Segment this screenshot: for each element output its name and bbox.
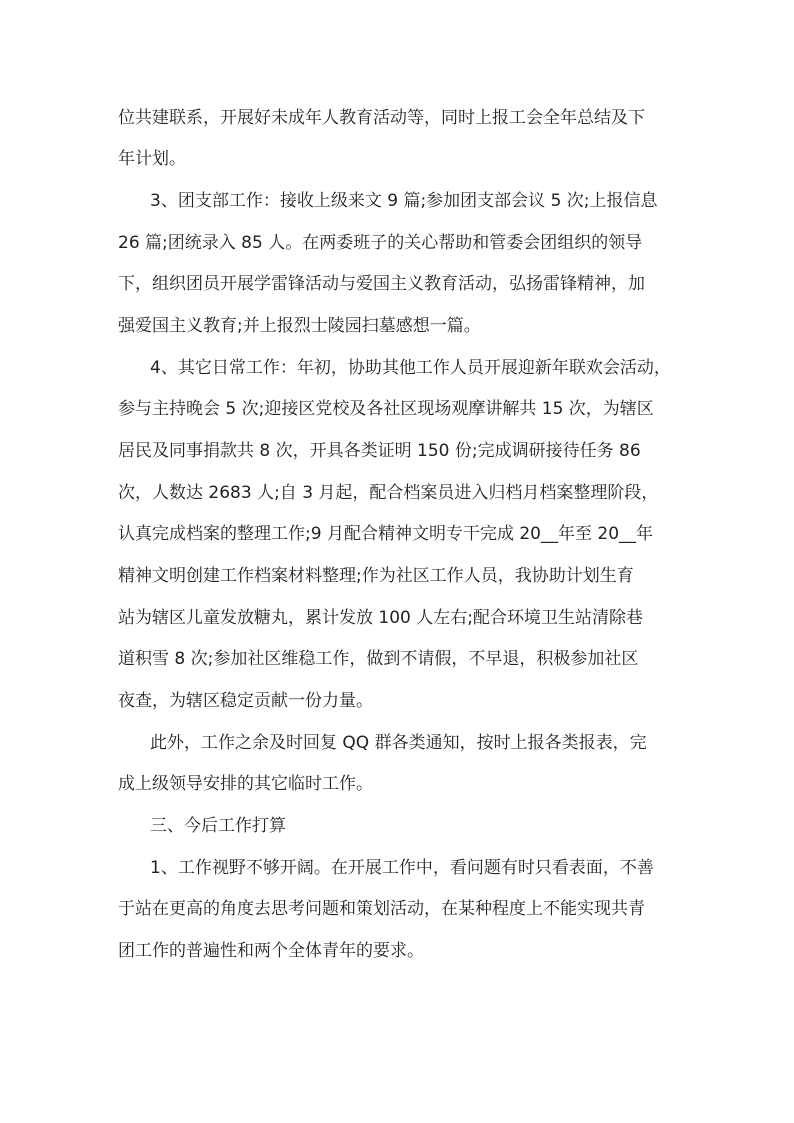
text-line	[0, 272, 794, 296]
text-line	[0, 564, 794, 588]
text-line	[0, 606, 794, 630]
text-line-content: 下，组织团员开展学雷锋活动与爱国主义教育活动，弘扬雷锋精神，加	[118, 274, 645, 294]
text-line	[0, 856, 794, 880]
text-line-content: 参与主持晚会 5 次;迎接区党校及各社区现场观摩讲解共 15 次，为辖区	[118, 399, 654, 419]
text-line-content: 年计划。	[118, 149, 186, 169]
text-line	[0, 897, 794, 921]
text-line-content: 26 篇;团统录入 85 人。在两委班子的关心帮助和管委会团组织的领导	[118, 233, 643, 253]
text-line-content: 次，人数达 2683 人;自 3 月起，配合档案员进入归档月档案整理阶段，	[118, 483, 659, 503]
text-line	[0, 189, 794, 213]
text-line	[0, 731, 794, 755]
text-line	[0, 106, 794, 130]
text-line-content: 于站在更高的角度去思考问题和策划活动，在某种程度上不能实现共青	[118, 899, 645, 919]
text-line-content: 居民及同事捐款共 8 次，开具各类证明 150 份;完成调研接待任务 86	[118, 441, 641, 461]
text-line-content: 站为辖区儿童发放糖丸，累计发放 100 人左右;配合环境卫生站清除巷	[118, 608, 643, 628]
text-line	[0, 314, 794, 338]
text-line-content: 1、工作视野不够开阔。在开展工作中，看问题有时只看表面，不善	[150, 858, 654, 878]
text-line	[0, 647, 794, 671]
text-line-content: 4、其它日常工作：年初，协助其他工作人员开展迎新年联欢会活动，	[150, 358, 671, 378]
text-line-content: 成上级领导安排的其它临时工作。	[118, 774, 373, 794]
text-line	[0, 689, 794, 713]
section-heading	[0, 814, 794, 838]
text-line-content: 位共建联系，开展好未成年人教育活动等，同时上报工会全年总结及下	[118, 108, 645, 128]
text-line	[0, 481, 794, 505]
text-line	[0, 147, 794, 171]
text-line	[0, 772, 794, 796]
text-line-content: 此外，工作之余及时回复 QQ 群各类通知，按时上报各类报表，完	[150, 733, 647, 753]
text-line-content: 精神文明创建工作档案材料整理;作为社区工作人员，我协助计划生育	[118, 566, 634, 586]
text-line-content: 夜查，为辖区稳定贡献一份力量。	[118, 691, 373, 711]
text-line	[0, 231, 794, 255]
text-line-content: 三、今后工作打算	[150, 816, 286, 836]
text-line-content: 3、团支部工作：接收上级来文 9 篇;参加团支部会议 5 次;上报信息	[150, 191, 658, 211]
text-line-content: 团工作的普遍性和两个全体青年的要求。	[118, 941, 424, 961]
text-line-content: 强爱国主义教育;并上报烈士陵园扫墓感想一篇。	[118, 316, 481, 336]
text-line	[0, 939, 794, 963]
text-line	[0, 522, 794, 546]
text-line-content: 道积雪 8 次;参加社区维稳工作，做到不请假，不早退，积极参加社区	[118, 649, 639, 669]
text-line-content: 认真完成档案的整理工作;9 月配合精神文明专干完成 20__年至 20__年	[118, 524, 654, 544]
text-line	[0, 439, 794, 463]
text-line	[0, 397, 794, 421]
text-line	[0, 356, 794, 380]
